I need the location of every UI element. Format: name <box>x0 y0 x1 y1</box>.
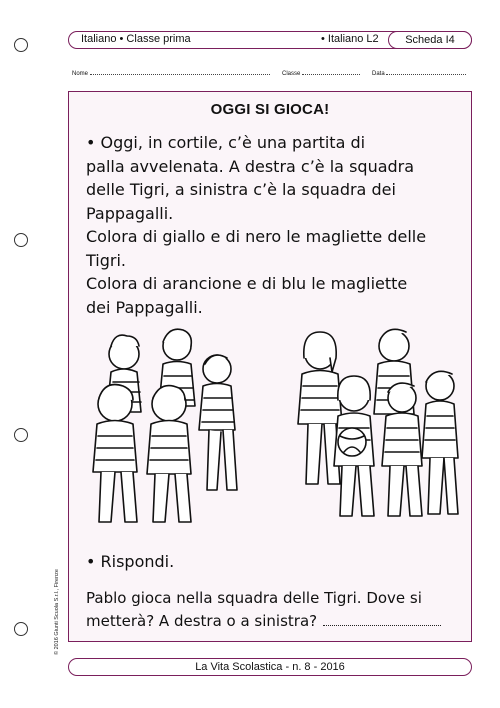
data-line[interactable] <box>386 68 466 75</box>
nome-label: Nome <box>72 71 89 77</box>
right-team-illustration[interactable] <box>294 324 459 529</box>
binder-hole-4 <box>14 622 28 636</box>
binder-hole-1 <box>14 38 28 52</box>
instruction-line: • Oggi, in cortile, c’è una partita di <box>86 133 366 152</box>
instructions-paragraph <box>86 131 456 319</box>
copyright-notice: © 2016 Giunti Scuola S.r.l., Firenze <box>54 569 60 655</box>
nome-field[interactable] <box>72 68 270 77</box>
instruction-line: palla avvelenata. A destra c’è la squadra <box>86 156 415 176</box>
instruction-line: delle Tigri, a sinistra c’è la squadra dei <box>86 180 396 199</box>
nome-line[interactable] <box>90 68 270 75</box>
binder-hole-3 <box>14 428 28 442</box>
classe-field[interactable] <box>282 68 360 77</box>
question-line-2 <box>86 610 464 633</box>
instruction-line: Colora di arancione e di blu le magliette <box>86 274 408 293</box>
classe-line[interactable] <box>302 68 360 75</box>
instruction-line: Tigri. <box>86 250 126 270</box>
footer-bar <box>68 658 472 676</box>
data-field[interactable] <box>372 68 466 77</box>
exercise-card <box>68 91 472 642</box>
instruction-line: dei Pappagalli. <box>86 297 203 317</box>
question-block <box>86 587 464 633</box>
binder-hole-2 <box>14 233 28 247</box>
subject-label: Italiano • Classe prima <box>81 33 191 45</box>
data-label: Data <box>372 71 385 77</box>
header-bar <box>68 31 472 49</box>
instruction-line: Pappagalli. <box>86 203 174 223</box>
exercise-title: OGGI SI GIOCA! <box>210 101 330 118</box>
left-team-illustration[interactable] <box>89 324 239 529</box>
scheda-badge: Scheda I4 <box>388 31 472 49</box>
classe-label: Classe <box>282 71 301 77</box>
answer-line[interactable] <box>323 613 441 626</box>
question-line-1: Pablo gioca nella squadra delle Tigri. Dove si <box>86 589 422 607</box>
level-label: • Italiano L2 <box>321 33 379 45</box>
instruction-line: Colora di giallo e di nero le magliette delle <box>86 227 427 246</box>
rispondi-heading: • Rispondi. <box>86 552 175 571</box>
footer-text: La Vita Scolastica - n. 8 - 2016 <box>195 661 345 673</box>
question-line-2-text: metterà? A destra o a sinistra? <box>86 612 318 630</box>
